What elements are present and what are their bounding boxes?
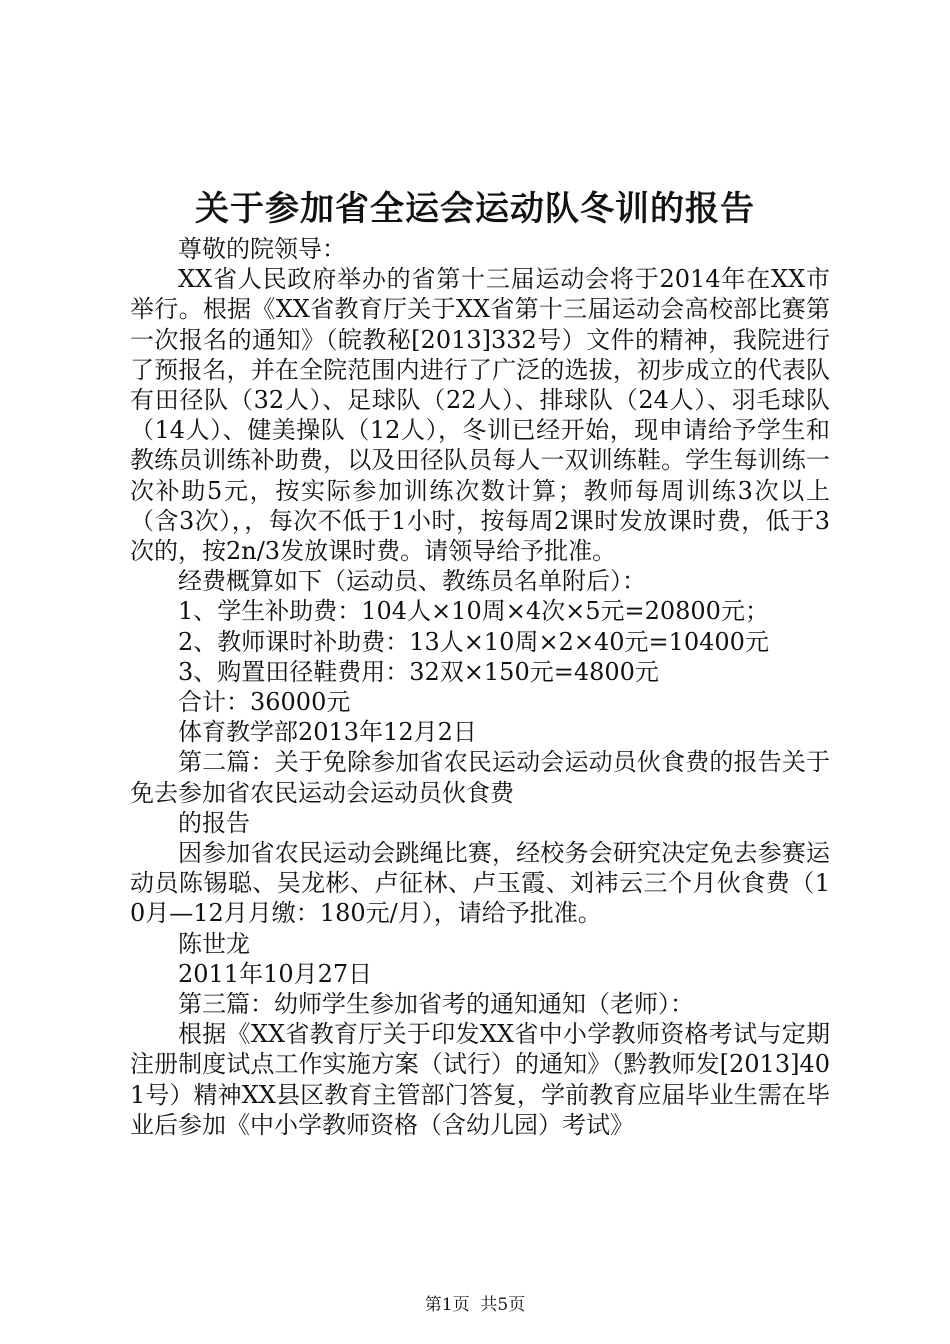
budget-item-2: 2、教师课时补助费：13人×10周×2×40元=10400元 xyxy=(178,627,769,656)
section-3-body: 根据《XX省教育厅关于印发XX省中小学教师资格考试与定期注册制度试点工作实施方案（试行）的通知》（黔教师发[2013]401号）精神XX县区教育主管部门答复，学前教育应届毕业生需在毕业后参加《中小学教师资格（含幼儿园）考试》 xyxy=(130,1020,830,1139)
section-2-heading: 第二篇：关于免除参加省农民运动会运动员伙食费的报告关于免去参加省农民运动会运动员伙食费 xyxy=(130,748,830,807)
section-2-date: 2011年10月27日 xyxy=(178,959,373,988)
page-number: 第1页 xyxy=(424,1295,470,1315)
salutation: 尊敬的院领导： xyxy=(178,235,346,263)
section-2-body: 因参加省农民运动会跳绳比赛，经校务会研究决定免去参赛运动员陈锡聪、吴龙彬、卢征林、卢玉霞、刘袆云三个月伙食费（10月—12月月缴：180元/月），请给予批准。 xyxy=(130,839,830,928)
section-3-heading: 第三篇：幼师学生参加省考的通知通知（老师）： xyxy=(178,990,694,1019)
budget-intro: 经费概算如下（运动员、教练员名单附后）： xyxy=(178,567,646,596)
budget-item-3: 3、购置田径鞋费用：32双×150元=4800元 xyxy=(178,657,659,686)
section-2-heading-cont: 的报告 xyxy=(178,808,250,837)
page-total: 共5页 xyxy=(480,1295,526,1315)
signature-date-1: 体育教学部2013年12月2日 xyxy=(178,718,477,747)
budget-item-1: 1、学生补助费：104人×10周×4次×5元=20800元； xyxy=(178,597,769,626)
paragraph-main: XX省人民政府举办的省第十三届运动会将于2014年在XX市举行。根据《XX省教育厅关于XX省第十三届运动会高校部比赛第一次报名的通知》（皖教秘[2013]332号）文件的精神，我院进行了预报名，并在全院范围内进行了广泛的选拔，初步成立的代表队有田径队（32人）、足球队（22人）、排球队（24人）、羽毛球队（14人）、健美操队（12人），冬训已经开始，现申请给予学生和教练员训练补助费，以及田径队员每人一双训练鞋。学生每训练一次补助5元，按实际参加训练次数计算；教师每周训练3次以上（含3次），，每次不低于1小时，按每周2课时发放课时费，低于3次的，按2n/3发放课时费。请领导给予批准。 xyxy=(130,265,830,566)
document-body xyxy=(130,234,830,1140)
page-footer xyxy=(0,1294,950,1316)
document-title: 关于参加省全运会运动队冬训的报告 xyxy=(195,189,755,229)
budget-total: 合计：36000元 xyxy=(178,688,351,717)
section-2-signer: 陈世龙 xyxy=(178,929,250,958)
